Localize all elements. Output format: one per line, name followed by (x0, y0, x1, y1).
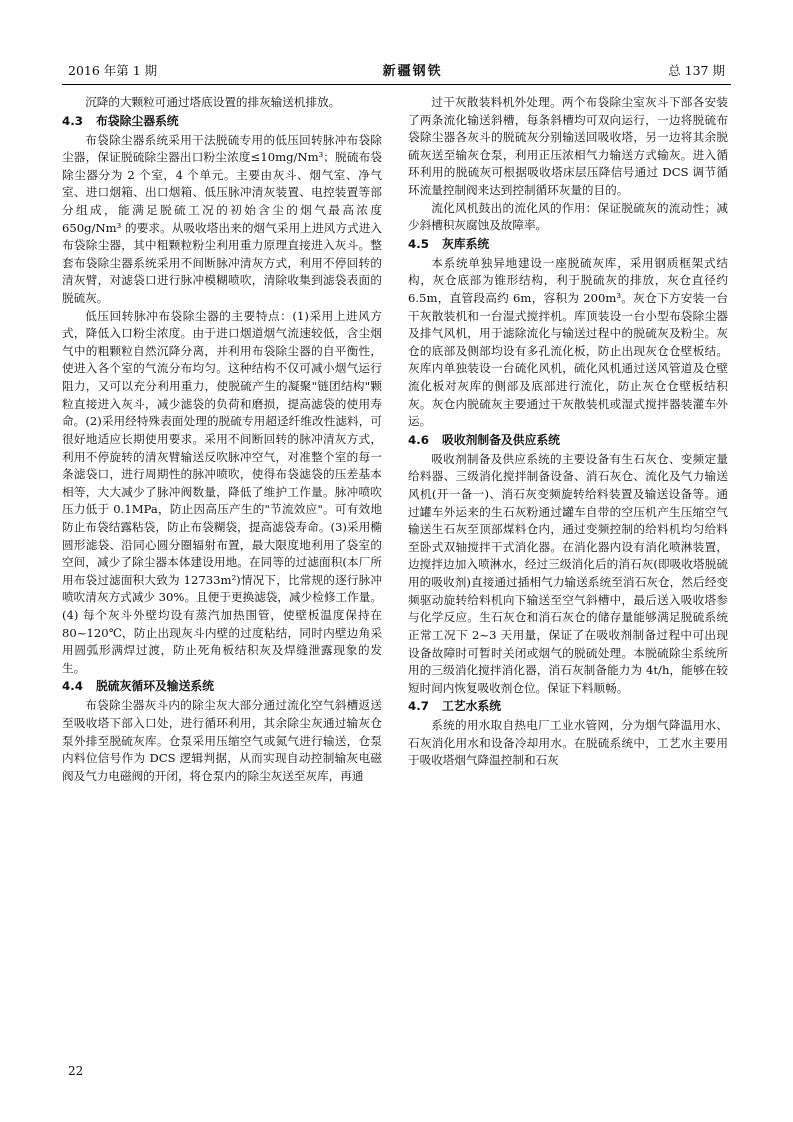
paragraph-4-3-2: 低压回转脉冲布袋除尘器的主要特点：(1)采用上进风方式，降低入口粉尘浓度。由于进口烟道烟气流速较低，含尘烟气中的粗颗粒自然沉降分离，并利用布袋除尘器的自平衡性，使进入各个室的气流分布均匀。这种结构不仅可减小烟气运行阻力，又可以充分利用重力，使脱硫产生的凝聚"链团结构"颗粒直接进入灰斗，减少滤袋的负荷和磨损，提高滤袋的使用寿命。(2)采用经特殊表面处理的脱硫专用超迳纤维改性滤料，可很好地适应长期使用要求。采用不间断回转的脉冲清灰方式，利用不停旋转的清灰臂输送反吹脉冲空气，对准整个室的每一条滤袋口，进行周期性的脉冲喷吹，使得布袋滤袋的压差基本相等，大大减少了脉冲阀数量，降低了维护工作量。脉冲喷吹压力低于 0.1MPa，防止因高压产生的"节流效应"。可有效地防止布袋结露粘袋，防止布袋糊袋，提高滤袋寿命。(3)采用椭圆形滤袋、沿同心圆分圈辐射布置，最大限度地利用了袋室的空间，减少了除尘器本体建设用地。在同等的过滤面积(本厂所用布袋过滤面积大致为 12733m²)情况下，比常规的逐行脉冲喷吹清灰方式减少 30%。且便于更换滤袋，减少检修工作量。(4) 每个灰斗外壁均设有蒸汽加热围管，使壁板温度保持在 80~120℃，防止出现灰斗内壁的过度粘结，同时内壁边角采用圆弧形满焊过渡，防止死角板结积灰及焊缝泄露现象的发生。 (62, 308, 382, 675)
section-heading-4-4 (62, 678, 382, 696)
section-title-4-3: 布袋除尘器系统 (96, 113, 179, 128)
section-title-4-6: 吸收剂制备及供应系统 (442, 432, 560, 447)
paragraph-4-6-1: 吸收剂制备及供应系统的主要设备有生石灰仓、变频定量给料器、三级消化搅拌制备设备、消石灰仓、流化及气力输送风机(开一备一)、消石灰变频旋转给料装置及输送设备等。通过罐车外运来的生石灰粉通过罐车自带的空压机产生压缩空气输送生石灰至顶部煤料仓内，通过变频控制的给料机均匀给料至卧式双轴搅拌干式消化器。在消化器内设有消化喷淋装置，边搅拌边加入喷淋水，经过三级消化后的消石灰(即吸收塔脱硫用的吸收剂)直接通过插相气力输送系统至消石灰仓，然后经变频驱动旋转给料机向下输送至空气斜槽中，最后送入吸收塔参与化学反应。生石灰仓和消石灰仓的储存量能够满足脱硫系统正常工况下 2~3 天用量，保证了在吸收剂制备过程中可出现设备故障时可暂时关闭或烟气的脱硫处理。本脱硫除尘系统所用的三级消化搅拌消化器，消石灰制备能力为 4t/h，能够在较短时间内恢复吸收剂仓位。保证下料顺畅。 (408, 451, 728, 695)
section-heading-4-6 (408, 432, 728, 450)
section-heading-4-7 (408, 698, 728, 716)
section-heading-4-5 (408, 236, 728, 254)
right-column (408, 94, 728, 785)
two-column-body (62, 94, 731, 785)
header-issue-left: 2016 年第 1 期 (68, 63, 158, 78)
left-column (62, 94, 382, 785)
paragraph-4-4-1: 布袋除尘器灰斗内的除尘灰大部分通过流化空气斜槽返送至吸收塔下部入口处，进行循环利用，其余除尘灰通过输灰仓泵外排至脱硫灰库。仓泵采用压缩空气或氮气进行输送，仓泵内料位信号作为 DCS 逻辑判据，从而实现自动控制输灰电磁阀及气力电磁阀的开闭，将仓泵内的除尘灰送至灰库，再通 (62, 698, 382, 783)
paragraph-4-3-1: 布袋除尘器系统采用干法脱硫专用的低压回转脉冲布袋除尘器，保证脱硫除尘器出口粉尘浓度≤10mg/Nm³；脱硫布袋除尘器分为 2 个室，4 个单元。主要由灰斗、烟气室、净气室、进口烟箱、出口烟箱、低压脉冲清灰装置、电控装置等部分组成，能满足脱硫工况的初始含尘的烟气最高浓度 650g/Nm³ 的要求。从吸收塔出来的烟气采用上进风方式进入布袋除尘器，其中粗颗粒粉尘利用重力原理直接进入灰斗。整套布袋除尘器系统采用不间断脉冲清灰方式，利用不停回转的清灰臂，对滤袋口进行脉冲模糊喷吹，清除收集到滤袋表面的脱硫灰。 (62, 132, 382, 306)
paragraph-4-5-1: 本系统单独异地建设一座脱硫灰库，采用钢质框架式结构，灰仓底部为锥形结构，利于脱硫灰的排放，灰仓直径约 6.5m，直管段高约 6m，容积为 200m³。灰仓下方安装一台干灰散装机和一台湿式搅拌机。库顶装设一台小型布袋除尘器及排气风机，用于滤除流化与输送过程中的脱硫灰及粉尘。灰仓的底部及侧部均设有多孔流化板，防止出现灰仓仓壁板结。灰库内单独装设一台硫化风机，硫化风机通过送风管道及仓壁流化板对灰库的侧部及底部进行流化，防止灰仓仓壁板结积灰。灰仓内脱硫灰主要通过干灰散装机或湿式搅拌器装灌车外运。 (408, 255, 728, 429)
section-number-4-5: 4.5 (408, 236, 429, 251)
paragraph-lead-right-1: 过干灰散装料机外处理。两个布袋除尘室灰斗下部各安装了两条流化输送斜槽，每条斜槽均可双向运行，一边将脱硫布袋除尘器各灰斗的脱硫灰分别输送回吸收塔，另一边将其余脱硫灰送至输灰仓泵，利用正压浓相气力输送方式输灰。进入循环利用的脱硫灰可根据吸收塔床层压降信号通过 DCS 调节循环流量控制阀来达到控制循环灰量的目的。 (408, 95, 728, 198)
section-title-4-7: 工艺水系统 (442, 699, 501, 714)
section-number-4-7: 4.7 (408, 699, 429, 714)
section-number-4-4: 4.4 (62, 679, 83, 694)
section-heading-4-3 (62, 113, 382, 131)
header-issue-right: 总 137 期 (668, 63, 725, 78)
section-number-4-6: 4.6 (408, 432, 429, 447)
paragraph-lead-right-2: 流化风机鼓出的流化风的作用：保证脱硫灰的流动性；减少斜槽积灰腐蚀及故障率。 (408, 200, 728, 233)
section-title-4-4: 脱硫灰循环及输送系统 (96, 679, 214, 694)
page-number: 22 (68, 1064, 84, 1078)
paragraph-4-7-1: 系统的用水取自热电厂工业水管网，分为烟气降温用水、石灰消化用水和设备冷却用水。在脱硫系统中，工艺水主要用于吸收塔烟气降温控制和石灰 (408, 718, 728, 768)
header-journal-title: 新疆钢铁 (382, 64, 443, 79)
paragraph-lead-left: 沉降的大颗粒可通过塔底设置的排灰输送机排放。 (85, 95, 341, 109)
page-header (62, 60, 731, 85)
section-title-4-5: 灰库系统 (442, 236, 490, 251)
section-number-4-3: 4.3 (62, 113, 83, 128)
